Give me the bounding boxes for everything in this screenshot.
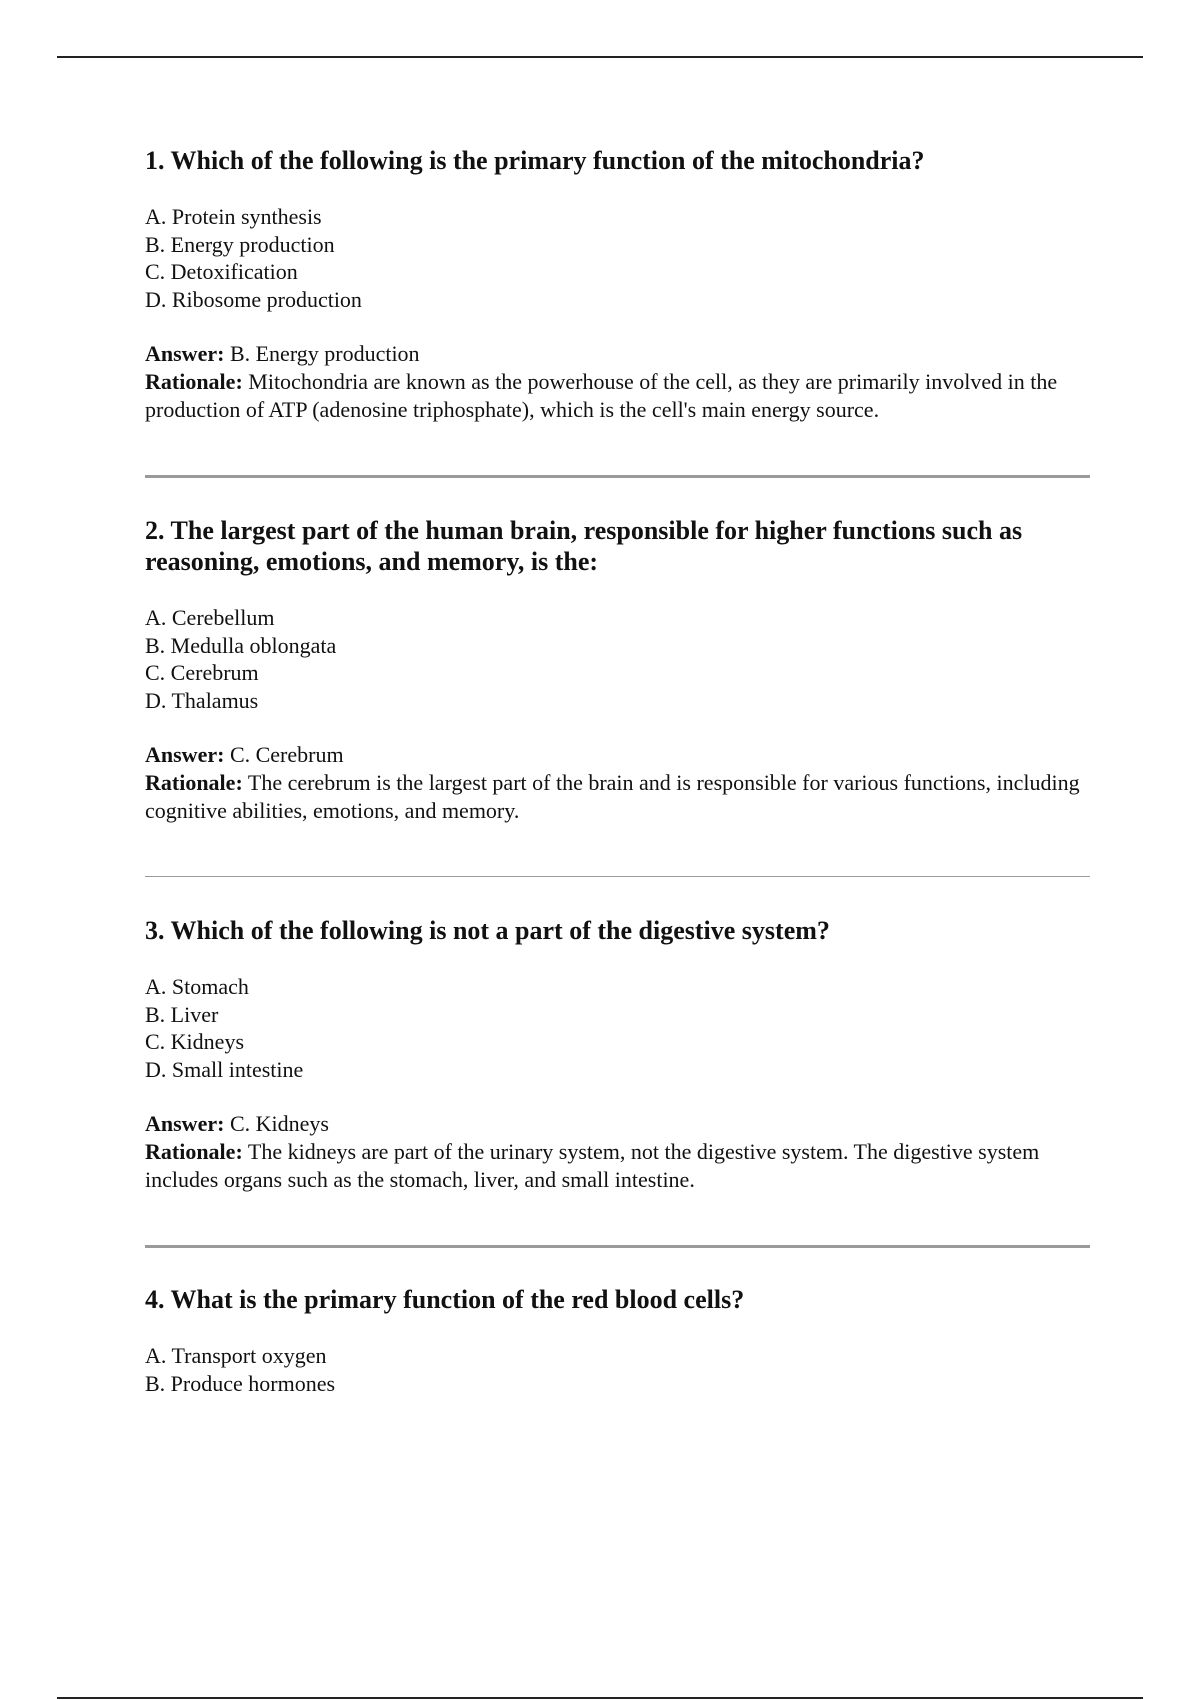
- rationale-text: The kidneys are part of the urinary system, not the digestive system. The digestive system includes organs such as the stomach, liver, and small intestine.: [145, 1139, 1040, 1192]
- option-a: A. Protein synthesis: [145, 204, 322, 229]
- rationale-label: Rationale:: [145, 1139, 243, 1164]
- option-d: D. Ribosome production: [145, 286, 362, 312]
- option-b: B. Energy production: [145, 231, 335, 257]
- answer-line: [145, 1110, 1090, 1138]
- option-c: C. Cerebrum: [145, 660, 259, 685]
- question-title: 2. The largest part of the human brain, responsible for higher functions such as reasoning, emotions, and memory, is the:: [145, 516, 1023, 576]
- answer-label: Answer:: [145, 742, 225, 767]
- answer-line: [145, 741, 1090, 769]
- answer-text: C. Kidneys: [229, 1111, 329, 1136]
- option-c: C. Detoxification: [145, 259, 298, 284]
- option-c: C. Kidneys: [145, 1029, 244, 1054]
- page-top-rule: [57, 56, 1143, 58]
- option-a: A. Transport oxygen: [145, 1343, 327, 1368]
- option-d: D. Small intestine: [145, 1056, 304, 1082]
- question-divider: [145, 1245, 1090, 1248]
- option-b: B. Produce hormones: [145, 1370, 336, 1396]
- rationale-label: Rationale:: [145, 770, 243, 795]
- answer-label: Answer:: [145, 1111, 225, 1136]
- rationale-line: [145, 368, 1090, 424]
- answer-block: [145, 741, 1090, 825]
- options-list: [145, 604, 1090, 714]
- option-b: B. Liver: [145, 1001, 219, 1027]
- question-1: [145, 145, 1090, 424]
- answer-line: [145, 340, 1090, 368]
- answer-block: [145, 340, 1090, 424]
- answer-text: C. Cerebrum: [229, 742, 344, 767]
- question-title: 1. Which of the following is the primary function of the mitochondria?: [145, 146, 925, 175]
- rationale-text: The cerebrum is the largest part of the brain and is responsible for various functions, including cognitive abilities, emotions, and memory.: [145, 770, 1080, 823]
- options-list: [145, 1342, 1090, 1397]
- question-title: 4. What is the primary function of the red blood cells?: [145, 1285, 745, 1314]
- question-divider: [145, 876, 1090, 877]
- page-bottom-rule: [57, 1697, 1143, 1699]
- question-title: 3. Which of the following is not a part of the digestive system?: [145, 916, 830, 945]
- option-a: A. Stomach: [145, 974, 249, 999]
- option-d: D. Thalamus: [145, 687, 259, 713]
- question-4: [145, 1284, 1090, 1397]
- question-2: [145, 515, 1090, 825]
- rationale-line: [145, 1138, 1090, 1194]
- rationale-text: Mitochondria are known as the powerhouse of the cell, as they are primarily involved in the production of ATP (adenosine triphosphate), which is the cell's main energy source.: [145, 369, 1058, 422]
- options-list: [145, 973, 1090, 1083]
- answer-block: [145, 1110, 1090, 1194]
- answer-text: B. Energy production: [229, 341, 420, 366]
- question-3: [145, 915, 1090, 1194]
- question-divider: [145, 475, 1090, 478]
- options-list: [145, 203, 1090, 313]
- answer-label: Answer:: [145, 341, 225, 366]
- rationale-label: Rationale:: [145, 369, 243, 394]
- option-a: A. Cerebellum: [145, 605, 275, 630]
- option-b: B. Medulla oblongata: [145, 632, 337, 658]
- rationale-line: [145, 769, 1090, 825]
